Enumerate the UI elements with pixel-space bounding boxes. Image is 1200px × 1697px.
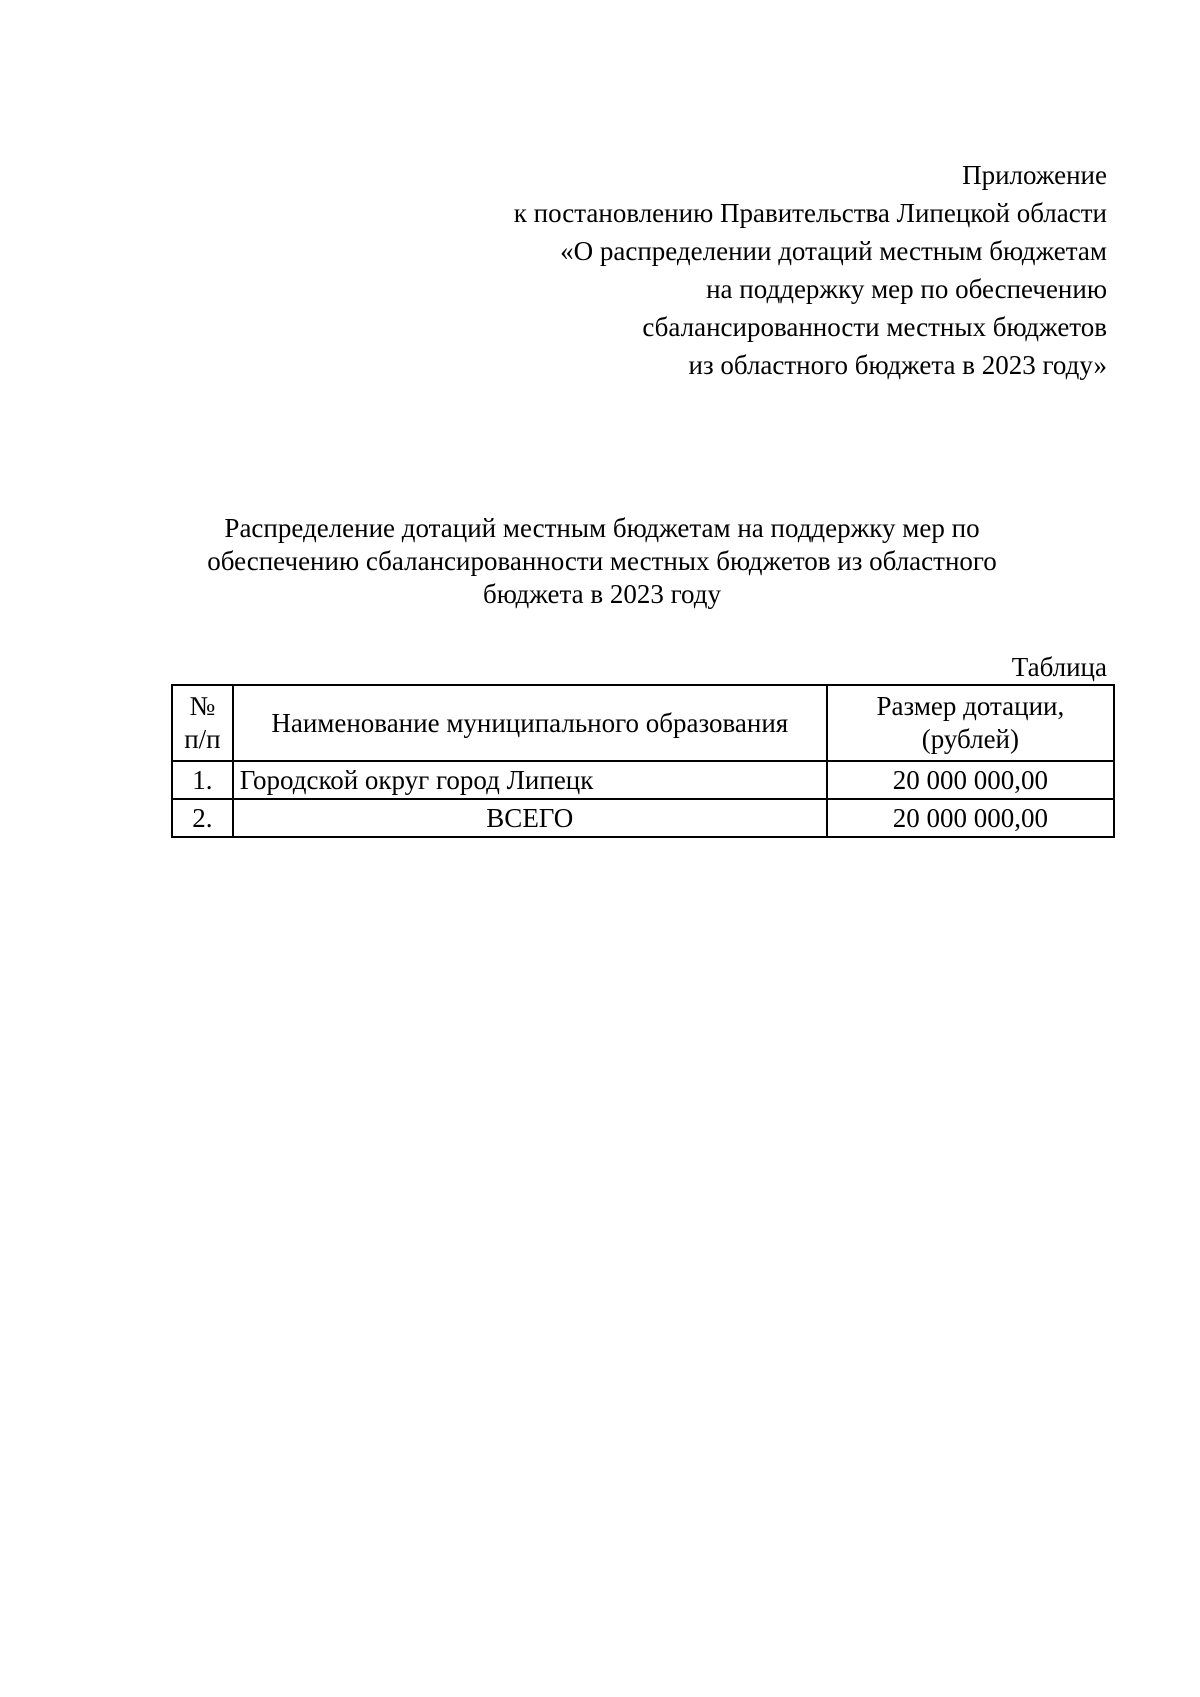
header-amount-line: Размер дотации, xyxy=(876,691,1065,721)
row-amount: 20 000 000,00 xyxy=(827,799,1114,837)
distribution-table xyxy=(171,684,1115,838)
title-line: Распределение дотаций местным бюджетам на поддержку мер по xyxy=(224,513,980,543)
table-row xyxy=(172,761,1114,799)
document-title xyxy=(172,512,1032,611)
appendix-line: к постановлению Правительства Липецкой области xyxy=(513,198,1107,228)
row-name: ВСЕГО xyxy=(233,799,827,837)
header-number-pp: п/п xyxy=(184,724,221,754)
title-line: бюджета в 2023 году xyxy=(482,579,722,609)
title-line: обеспечению сбалансированности местных бюджетов из областного xyxy=(207,546,997,576)
row-number: 2. xyxy=(172,799,233,837)
header-amount-unit: (рублей) xyxy=(921,724,1019,754)
appendix-line: на поддержку мер по обеспечению xyxy=(706,274,1107,304)
appendix-line: из областного бюджета в 2023 году» xyxy=(688,350,1107,380)
row-amount: 20 000 000,00 xyxy=(827,761,1114,799)
table-row xyxy=(172,799,1114,837)
row-name: Городской округ город Липецк xyxy=(233,761,827,799)
table-label: Таблица xyxy=(1011,652,1107,682)
table-header-row xyxy=(172,685,1114,761)
header-amount xyxy=(827,685,1114,761)
appendix-header xyxy=(514,156,1107,384)
appendix-line: «О распределении дотаций местным бюджетам xyxy=(560,236,1107,266)
header-number xyxy=(172,685,233,761)
appendix-line: сбалансированности местных бюджетов xyxy=(642,312,1107,342)
header-name: Наименование муниципального образования xyxy=(233,685,827,761)
header-number-symbol: № xyxy=(189,691,216,721)
row-number: 1. xyxy=(172,761,233,799)
appendix-line: Приложение xyxy=(962,160,1107,190)
